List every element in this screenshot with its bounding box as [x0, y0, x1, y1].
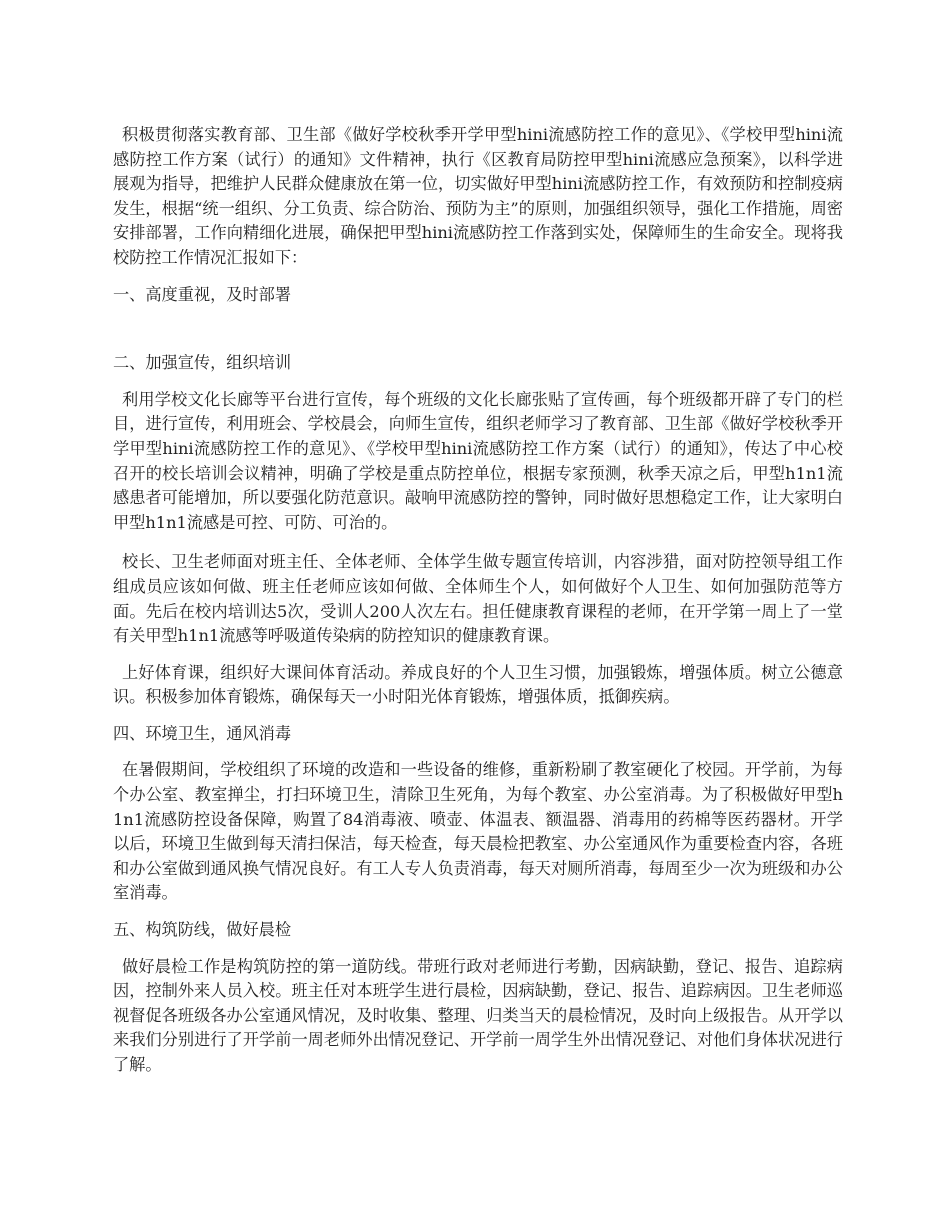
section-heading-5: 五、构筑防线，做好晨检: [113, 920, 292, 940]
section2-paragraph-2: 校长、卫生老师面对班主任、全体老师、全体学生做专题宣传培训，内容涉猎，面对防控领导组工作组成员应该如何做、班主任老师应该如何做、全体师生个人，如何做好个人卫生、如何加强防范等方面。先后在校内培训达5次，受训人200人次左右。担任健康教育课程的老师，在开学第一周上了一堂有关甲型h1n1流感等呼吸道传染病的防控知识的健康教育课。: [113, 552, 843, 646]
section-heading-4: 四、环境卫生，通风消毒: [113, 723, 292, 743]
section4-paragraph-1: 在暑假期间，学校组织了环境的改造和一些设备的维修，重新粉刷了教室硬化了校园。开学前，为每个办公室、教室掸尘，打扫环境卫生，清除卫生死角，为每个教室、办公室消毒。为了积极做好甲型h1n1流感防控设备保障，购置了84消毒液、喷壶、体温表、额温器、消毒用的药棉等医药器材。开学以后，环境卫生做到每天清扫保洁，每天检查，每天晨检把教室、办公室通风作为重要检查内容，各班和办公室做到通风换气情况良好。有工人专人负责消毒，每天对厕所消毒，每周至少一次为班级和办公室消毒。: [113, 760, 843, 903]
section5-paragraph-1: 做好晨检工作是构筑防控的第一道防线。带班行政对老师进行考勤，因病缺勤，登记、报告、追踪病因，控制外来人员入校。班主任对本班学生进行晨检，因病缺勤，登记、报告、追踪病因。卫生老师巡视督促各班级各办公室通风情况，及时收集、整理、归类当天的晨检情况，及时向上级报告。从开学以来我们分别进行了开学前一周老师外出情况登记、开学前一周学生外出情况登记、对他们身体状况进行了解。: [113, 956, 843, 1074]
section2-paragraph-1: 利用学校文化长廊等平台进行宣传，每个班级的文化长廊张贴了宣传画，每个班级都开辟了专门的栏目，进行宣传，利用班会、学校晨会，向师生宣传，组织老师学习了教育部、卫生部《做好学校秋季开学甲型hini流感防控工作的意见》、《学校甲型hini流感防控工作方案（试行）的通知》，传达了中心校召开的校长培训会议精神，明确了学校是重点防控单位，根据专家预测，秋季天凉之后，甲型h1n1流感患者可能增加，所以要强化防范意识。敲响甲流感防控的警钟，同时做好思想稳定工作，让大家明白甲型h1n1流感是可控、可防、可治的。: [113, 389, 843, 532]
intro-paragraph: 积极贯彻落实教育部、卫生部《做好学校秋季开学甲型hini流感防控工作的意见》、《学校甲型hini流感防控工作方案（试行）的通知》文件精神，执行《区教育局防控甲型hini流感应急预案》，以科学进展观为指导，把维护人民群众健康放在第一位，切实做好甲型hini流感防控工作，有效预防和控制疫病发生，根据“统一组织、分工负责、综合防治、预防为主”的原则，加强组织领导，强化工作措施，周密安排部署，工作向精细化进展，确保把甲型hini流感防控工作落到实处，保障师生的生命安全。现将我校防控工作情况汇报如下：: [113, 125, 843, 267]
section-heading-2: 二、加强宣传，组织培训: [113, 353, 292, 373]
document-body: [113, 123, 843, 1078]
section-heading-1: 一、高度重视，及时部署: [113, 284, 292, 304]
section2-paragraph-3: 上好体育课，组织好大课间体育活动。养成良好的个人卫生习惯，加强锻炼，增强体质。树立公德意识。积极参加体育锻炼，确保每天一小时阳光体育锻炼，增强体质，抵御疾病。: [113, 662, 843, 707]
